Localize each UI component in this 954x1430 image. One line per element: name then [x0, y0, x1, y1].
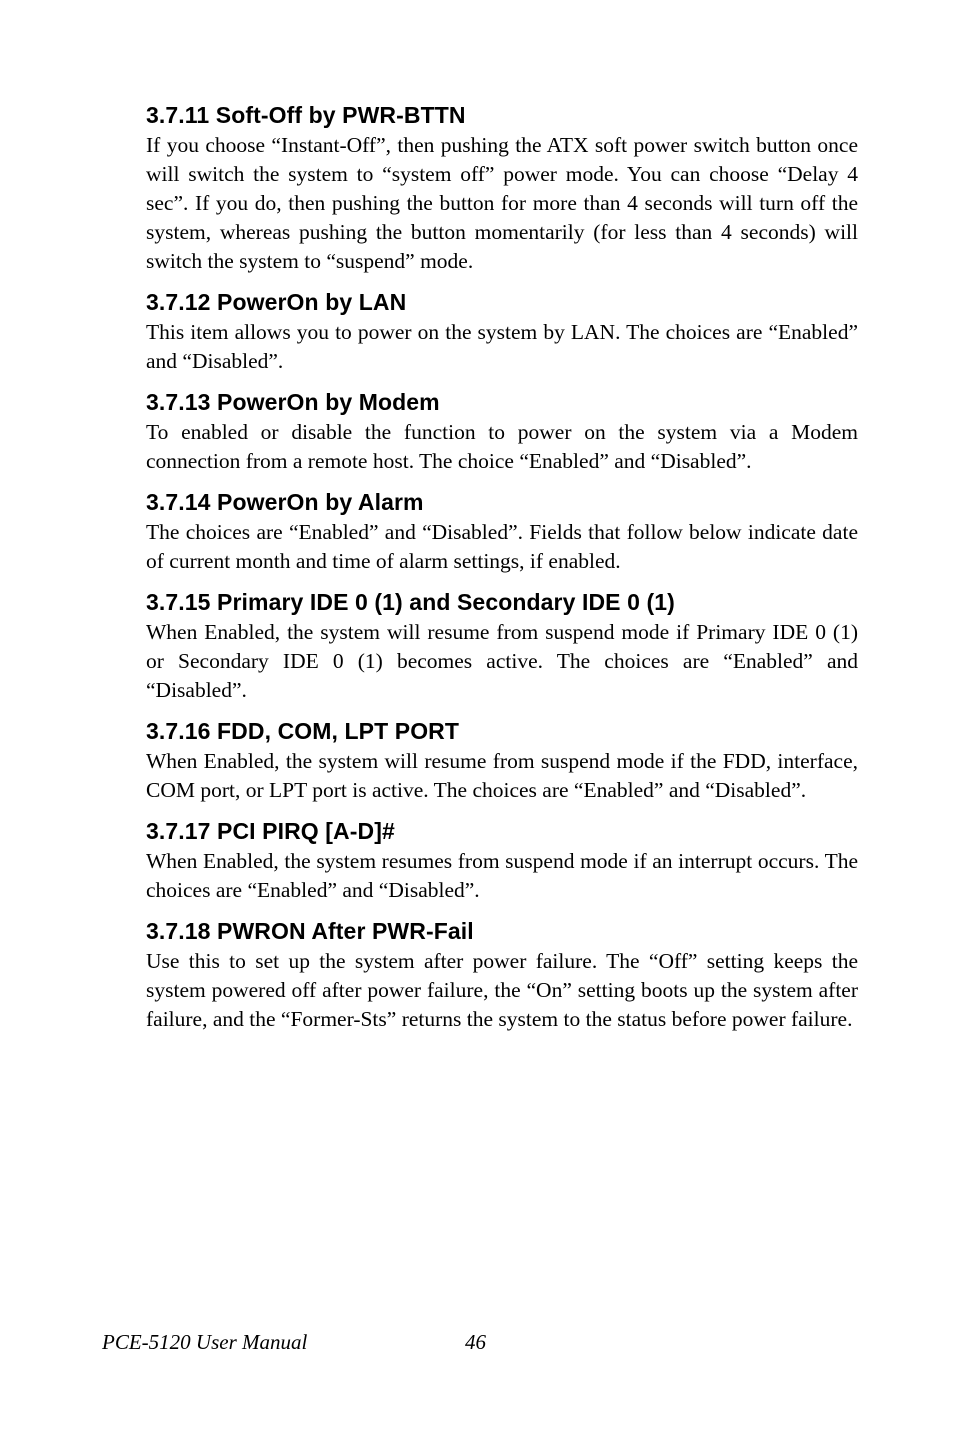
- section-poweron-by-lan: [146, 287, 858, 376]
- section-paragraph: The choices are “Enabled” and “Disabled”. Fields that follow below indicate date of current month and time of alarm settings, if enabled.: [146, 520, 858, 573]
- section-heading: 3.7.15 Primary IDE 0 (1) and Secondary IDE 0 (1): [146, 589, 675, 615]
- section-heading: 3.7.18 PWRON After PWR-Fail: [146, 918, 474, 944]
- page-content: [146, 100, 858, 1045]
- footer-page-number: 46: [465, 1330, 486, 1354]
- section-paragraph: If you choose “Instant-Off”, then pushing the ATX soft power switch button once will switch the system to “system off” power mode. You can choose “Delay 4 sec”. If you do, then pushing the button for more than 4 seconds will turn off the system, whereas pushing the button momentarily (for less than 4 seconds) will switch the system to “suspend” mode.: [146, 133, 858, 273]
- section-paragraph: To enabled or disable the function to power on the system via a Modem connection from a remote host. The choice “Enabled” and “Disabled”.: [146, 420, 858, 473]
- section-poweron-by-alarm: [146, 487, 858, 576]
- section-paragraph: When Enabled, the system will resume from suspend mode if Primary IDE 0 (1) or Secondary IDE 0 (1) becomes active. The choices are “Enabled” and “Disabled”.: [146, 620, 858, 702]
- section-pci-pirq: [146, 816, 858, 905]
- section-fdd-com-lpt-port: [146, 716, 858, 805]
- section-paragraph: When Enabled, the system will resume from suspend mode if the FDD, interface, COM port, or LPT port is active. The choices are “Enabled” and “Disabled”.: [146, 749, 858, 802]
- section-heading: 3.7.13 PowerOn by Modem: [146, 389, 440, 415]
- section-primary-secondary-ide: [146, 587, 858, 705]
- section-heading: 3.7.16 FDD, COM, LPT PORT: [146, 718, 460, 744]
- footer-manual-title: PCE-5120 User Manual: [102, 1330, 308, 1354]
- section-pwron-after-pwr-fail: [146, 916, 858, 1034]
- section-poweron-by-modem: [146, 387, 858, 476]
- section-paragraph: When Enabled, the system resumes from suspend mode if an interrupt occurs. The choices are “Enabled” and “Disabled”.: [146, 849, 858, 902]
- section-heading: 3.7.17 PCI PIRQ [A-D]#: [146, 818, 395, 844]
- section-heading: 3.7.14 PowerOn by Alarm: [146, 489, 424, 515]
- section-soft-off-by-pwr-bttn: [146, 100, 858, 276]
- section-paragraph: Use this to set up the system after power failure. The “Off” setting keeps the system powered off after power failure, the “On” setting boots up the system after failure, and the “Former-Sts” returns the system to the status before power failure.: [146, 949, 858, 1031]
- section-heading: 3.7.11 Soft-Off by PWR-BTTN: [146, 102, 466, 128]
- section-heading: 3.7.12 PowerOn by LAN: [146, 289, 407, 315]
- section-paragraph: This item allows you to power on the system by LAN. The choices are “Enabled” and “Disabled”.: [146, 320, 858, 373]
